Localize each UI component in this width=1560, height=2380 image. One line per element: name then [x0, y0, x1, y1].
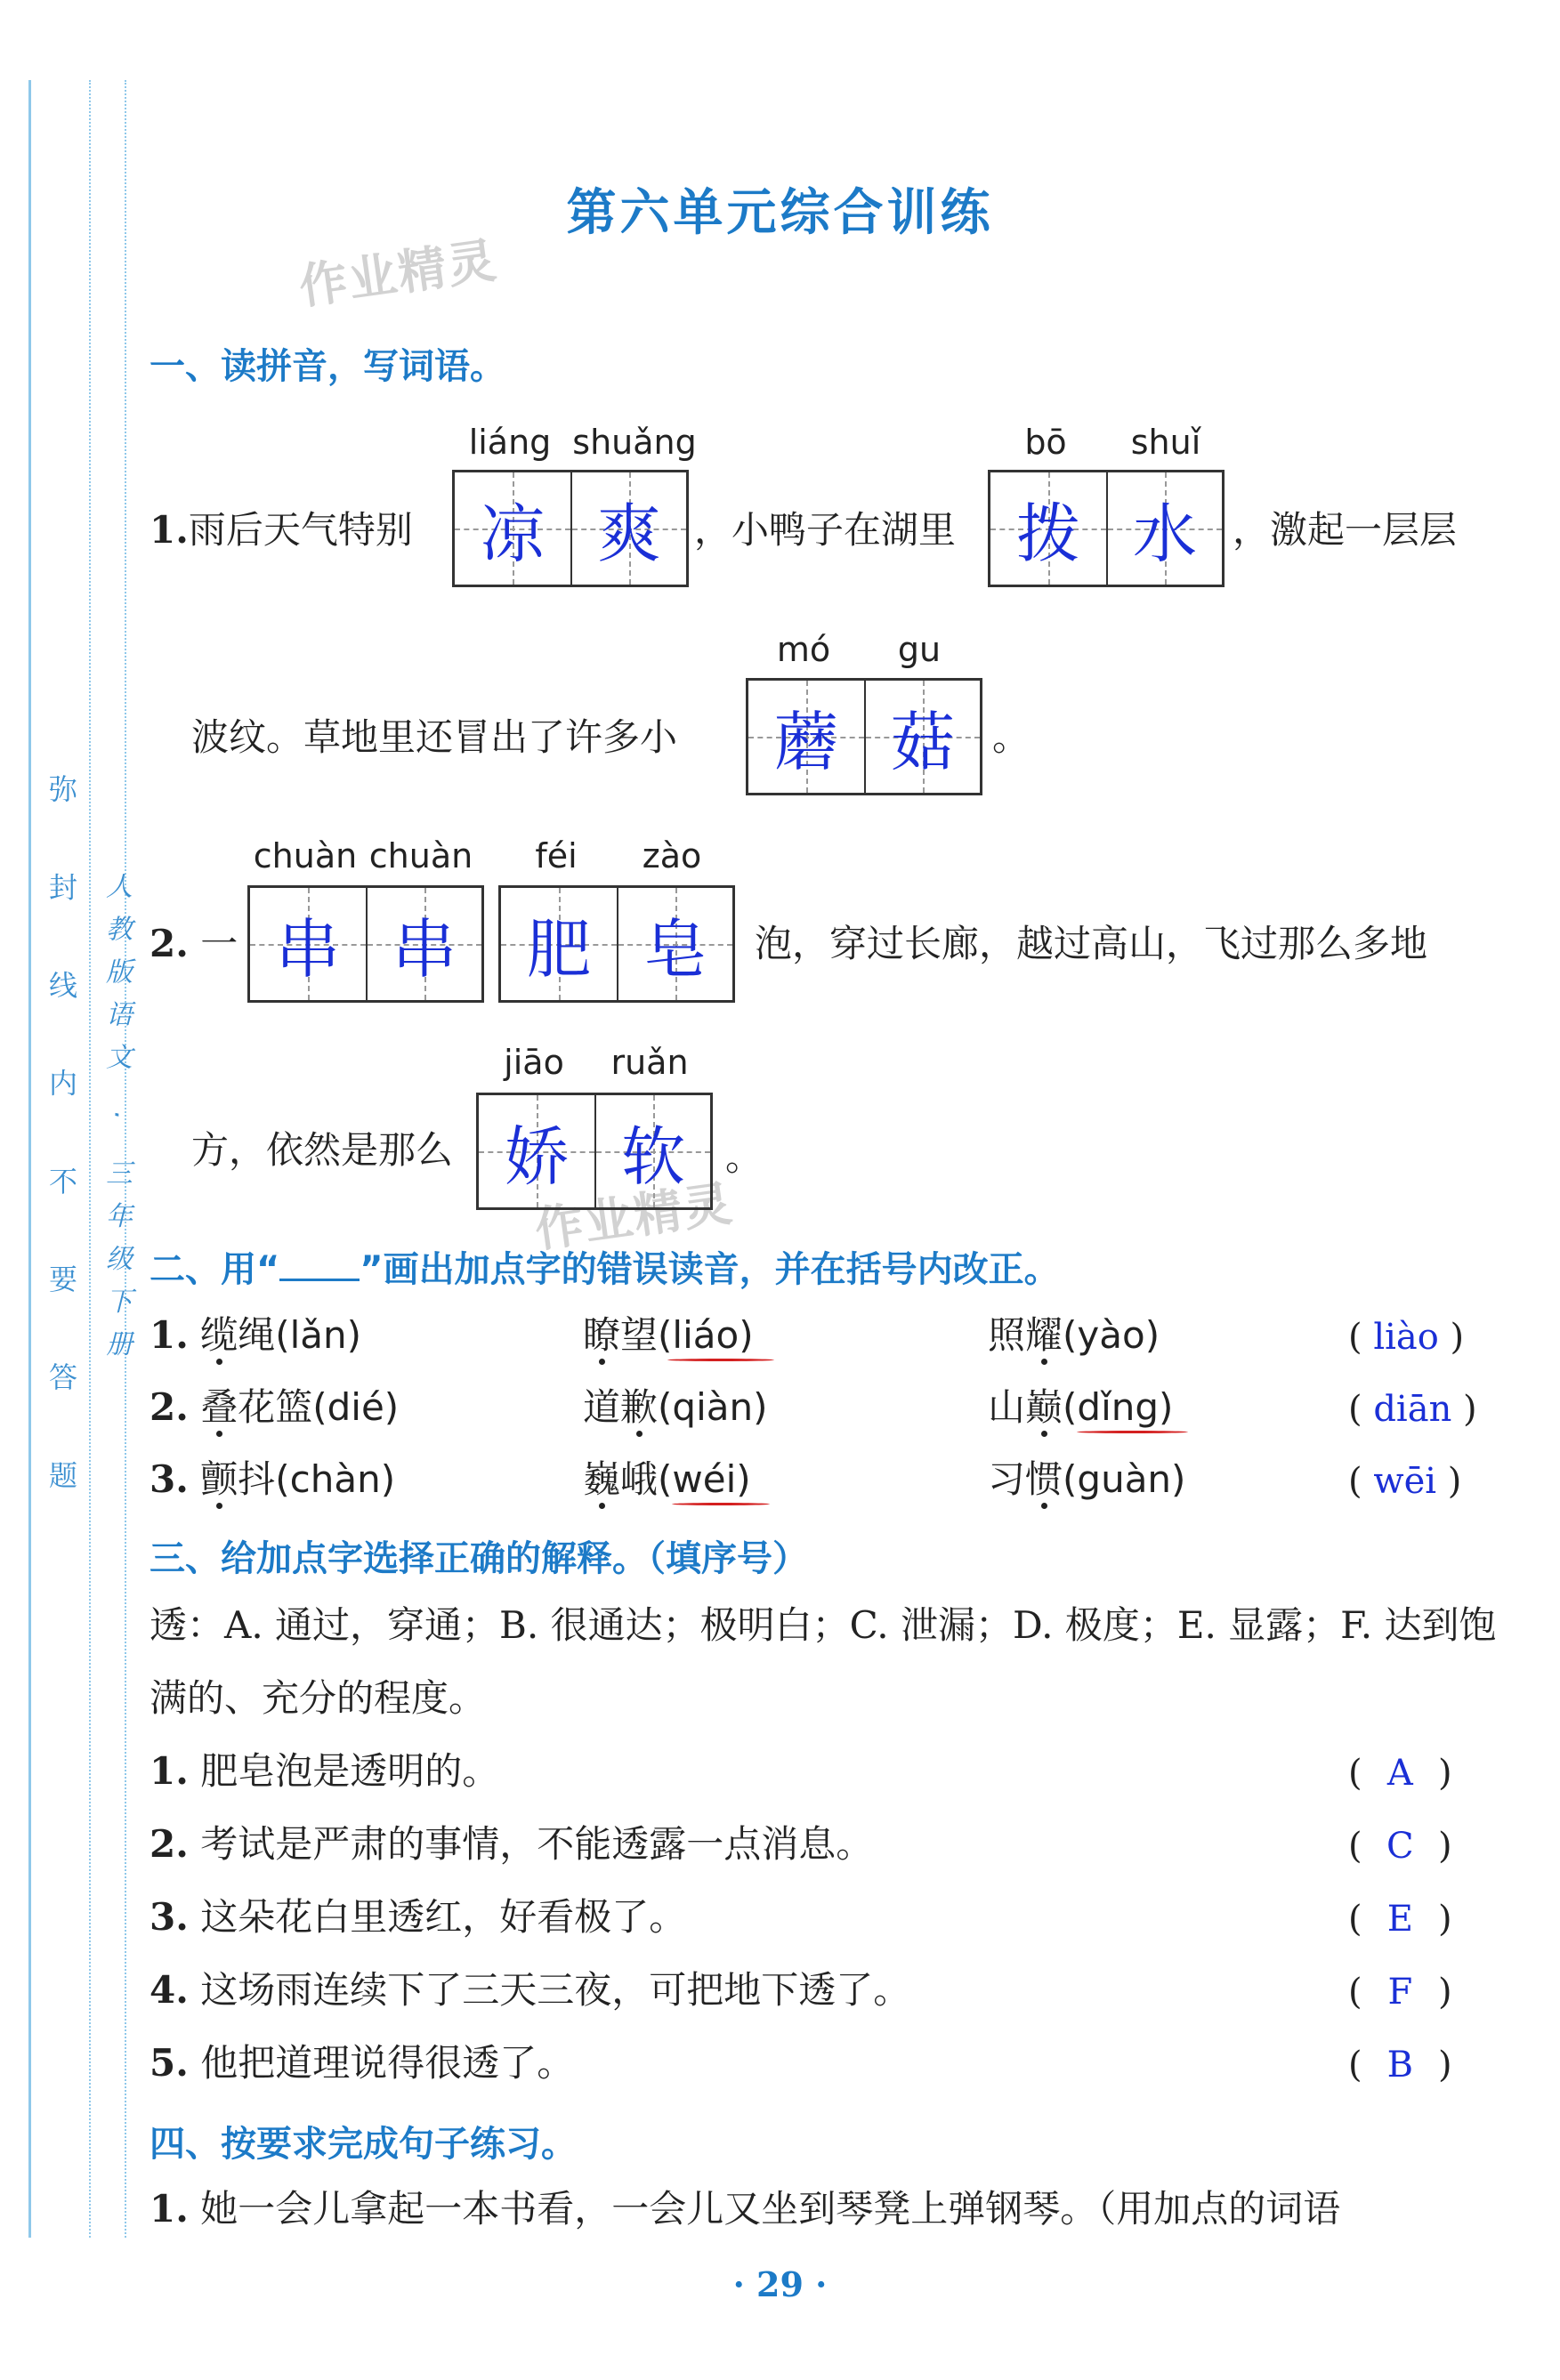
s2-row3-item1: 3. 颤抖(chàn) [150, 1457, 396, 1501]
book-info-text: 人教版语文 · 三年级下册 [101, 872, 132, 1373]
s3-answer-5: ( B ) [1348, 2045, 1452, 2086]
answer-char: 串 [275, 912, 340, 987]
pinyin: chuàn [368, 836, 473, 875]
watermark: 作业精灵 [531, 1174, 737, 1259]
s2-row2-item1: 2. 叠花篮(dié) [150, 1385, 400, 1429]
pinyin: liáng [468, 423, 552, 462]
pinyin: jiāo [504, 1043, 564, 1082]
tian-grid-box [452, 470, 689, 587]
answer-char: 蘑 [773, 705, 838, 779]
s3-answer-4: ( F ) [1348, 1972, 1452, 2013]
answer-char: 拨 [1015, 496, 1080, 571]
q1-text-5: 。 [992, 715, 1031, 759]
s2-row3-item2: 巍峨(wéi) [583, 1457, 751, 1501]
s3-answer-3: ( E ) [1348, 1899, 1452, 1940]
section1-heading: 一、读拼音，写词语。 [150, 346, 505, 387]
tian-grid-box [247, 885, 484, 1003]
s2-row1-item3: 照耀(yào) [988, 1313, 1160, 1357]
q2-text-4: 。 [725, 1135, 764, 1179]
section4-heading: 四、按要求完成句子练习。 [150, 2124, 577, 2165]
margin-line [28, 80, 31, 2238]
q2-text-2: 泡，穿过长廊，越过高山，飞过那么多地 [755, 922, 1428, 965]
section2-heading: 二、用“ ”画出加点字的错误读音，并在括号内改正。 [150, 1249, 1060, 1290]
answer-char: 肥 [526, 912, 591, 987]
pinyin: féi [535, 836, 578, 875]
answer-char: 串 [392, 912, 457, 987]
seal-line-text: 弥 封 线 内 不 要 答 题 [44, 774, 78, 1520]
answer-char: 水 [1132, 496, 1197, 571]
s2-row3-item3: 习惯(guàn) [988, 1457, 1186, 1501]
s2-answer-2: ( diān ) [1348, 1389, 1477, 1430]
q2-text-3: 方，依然是那么 [191, 1128, 454, 1172]
s3-answer-2: ( C ) [1348, 1826, 1452, 1867]
s2-row1-item1: 1. 缆绳(lǎn) [150, 1313, 362, 1357]
s2-answer-1: ( liào ) [1348, 1317, 1465, 1358]
pinyin: ruǎn [610, 1043, 689, 1082]
pinyin: mó [776, 630, 831, 669]
red-underline [672, 1503, 770, 1505]
answer-char: 皂 [643, 912, 707, 987]
s3-item-3: 3. 这朵花白里透红，好看极了。 [150, 1895, 687, 1939]
s3-answer-1: ( A ) [1348, 1753, 1452, 1794]
pinyin: chuàn [253, 836, 358, 875]
pinyin: zào [642, 836, 702, 875]
tian-grid-box [476, 1093, 713, 1210]
definition-line-2: 满的、充分的程度。 [150, 1676, 487, 1720]
definition-line-1: 透：A. 通过，穿通；B. 很通达；极明白；C. 泄漏；D. 极度；E. 显露；F. 达到饱 [150, 1603, 1497, 1647]
answer-char: 凉 [480, 496, 545, 571]
s3-item-2: 2. 考试是严肃的事情，不能透露一点消息。 [150, 1822, 874, 1866]
underline-blank [279, 1252, 360, 1281]
section3-heading: 三、给加点字选择正确的解释。（填序号） [150, 1538, 808, 1579]
s2-row1-item2: 瞭望(liáo) [583, 1313, 754, 1357]
s2-answer-3: ( wēi ) [1348, 1461, 1462, 1502]
pinyin: shuǎng [572, 423, 697, 462]
q1-text-3: ，激起一层层 [1233, 508, 1458, 552]
q2-text-1: 2. 一 [150, 922, 238, 965]
tian-grid-box [498, 885, 735, 1003]
s3-item-5: 5. 他把道理说得很透了。 [150, 2041, 575, 2085]
margin-dotted-line [89, 80, 91, 2238]
q1-text-4: 波纹。草地里还冒出了许多小 [191, 715, 678, 759]
pinyin: bō [1024, 423, 1067, 462]
watermark: 作业精灵 [295, 231, 501, 316]
s3-item-4: 4. 这场雨连续下了三天三夜，可把地下透了。 [150, 1968, 911, 2012]
answer-char: 爽 [596, 496, 661, 571]
q1-text-1: 1.雨后天气特别 [150, 508, 413, 552]
tian-grid-box [988, 470, 1225, 587]
s4-item-1: 1. 她一会儿拿起一本书看，一会儿又坐到琴凳上弹钢琴。（用加点的词语 [150, 2187, 1341, 2231]
s2-row2-item3: 山巅(dǐng) [988, 1385, 1174, 1429]
pinyin: gu [897, 630, 942, 669]
red-underline [1077, 1431, 1188, 1433]
red-underline [667, 1359, 774, 1361]
answer-char: 菇 [890, 705, 955, 779]
answer-char: 娇 [504, 1119, 569, 1194]
pinyin: shuǐ [1130, 423, 1201, 462]
s2-row2-item2: 道歉(qiàn) [583, 1385, 768, 1429]
page-number: · 29 · [732, 2264, 828, 2304]
page-title: 第六单元综合训练 [566, 183, 994, 242]
answer-char: 软 [620, 1119, 685, 1194]
q1-text-2: ，小鸭子在湖里 [694, 508, 957, 552]
tian-grid-box [746, 678, 982, 795]
s3-item-1: 1. 肥皂泡是透明的。 [150, 1749, 500, 1793]
